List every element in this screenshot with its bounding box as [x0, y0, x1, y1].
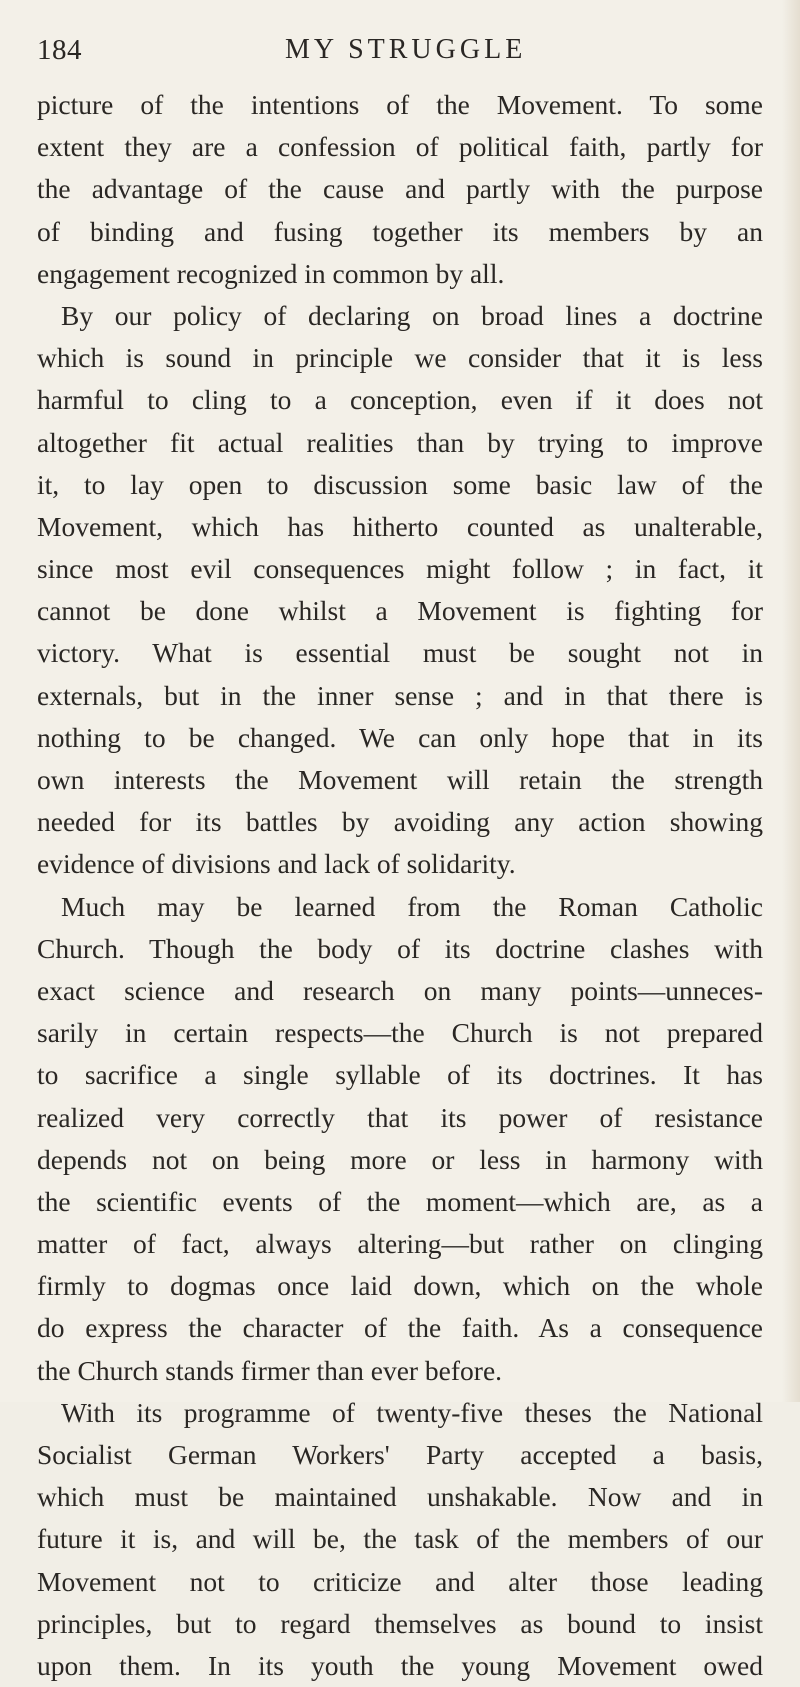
- text-line: sarily in certain respects—the Church is not prepared: [37, 1017, 763, 1049]
- text-line: Movement not to criticize and alter those leading: [37, 1565, 763, 1597]
- text-line: By our policy of declaring on broad lines a doctrine: [61, 299, 763, 331]
- text-line: victory. What is essential must be sought not in: [37, 637, 763, 669]
- text-line: needed for its battles by avoiding any action showing: [37, 806, 763, 838]
- text-line: With its programme of twenty-five theses the National: [61, 1396, 763, 1428]
- text-line: which must be maintained unshakable. Now and in: [37, 1481, 763, 1513]
- text-line: Much may be learned from the Roman Catholic: [61, 890, 763, 922]
- text-line: it, to lay open to discussion some basic law of the: [37, 468, 763, 500]
- text-line: the advantage of the cause and partly with the purpose: [37, 173, 763, 205]
- text-line: depends not on being more or less in harmony with: [37, 1143, 763, 1175]
- page-number: 184: [37, 34, 82, 66]
- text-line: which is sound in principle we consider that it is less: [37, 342, 763, 374]
- text-line: do express the character of the faith. As a consequence: [37, 1312, 763, 1344]
- text-line: cannot be done whilst a Movement is fighting for: [37, 595, 763, 627]
- text-line: the Church stands firmer than ever before.: [37, 1354, 503, 1386]
- text-line: firmly to dogmas once laid down, which on the whole: [37, 1270, 763, 1302]
- text-line: future it is, and will be, the task of the members of our: [37, 1523, 763, 1555]
- text-line: to sacrifice a single syllable of its doctrines. It has: [37, 1059, 763, 1091]
- running-header: [37, 30, 763, 70]
- body-text: [37, 84, 763, 1687]
- text-line: extent they are a confession of political faith, partly for: [37, 131, 763, 163]
- text-line: own interests the Movement will retain the strength: [37, 764, 763, 795]
- text-line: the scientific events of the moment—which are, as a: [37, 1185, 763, 1217]
- text-line: evidence of divisions and lack of solidarity.: [37, 848, 516, 880]
- text-line: Movement, which has hitherto counted as unalterable,: [37, 510, 763, 542]
- text-line: externals, but in the inner sense ; and in that there is: [37, 679, 763, 711]
- text-line: principles, but to regard themselves as bound to insist: [37, 1607, 763, 1639]
- text-line: Socialist German Workers' Party accepted a basis,: [37, 1439, 763, 1470]
- text-line: upon them. In its youth the young Movement owed: [37, 1649, 763, 1681]
- text-line: since most evil consequences might follow ; in fact, it: [37, 553, 763, 585]
- text-line: matter of fact, always altering—but rather on clinging: [37, 1228, 763, 1260]
- text-line: realized very correctly that its power of resistance: [37, 1101, 763, 1133]
- text-line: Church. Though the body of its doctrine clashes with: [37, 932, 763, 964]
- text-line: engagement recognized in common by all.: [37, 257, 505, 289]
- text-line: altogether fit actual realities than by trying to improve: [37, 426, 763, 458]
- text-line: exact science and research on many points—unneces-: [37, 974, 763, 1006]
- text-line: of binding and fusing together its members by an: [37, 215, 763, 247]
- text-line: picture of the intentions of the Movement. To some: [37, 89, 763, 120]
- book-title: MY STRUGGLE: [285, 34, 527, 65]
- text-line: harmful to cling to a conception, even if it does not: [37, 384, 763, 416]
- text-line: nothing to be changed. We can only hope that in its: [37, 721, 763, 753]
- page-edge-shadow: [782, 0, 800, 1402]
